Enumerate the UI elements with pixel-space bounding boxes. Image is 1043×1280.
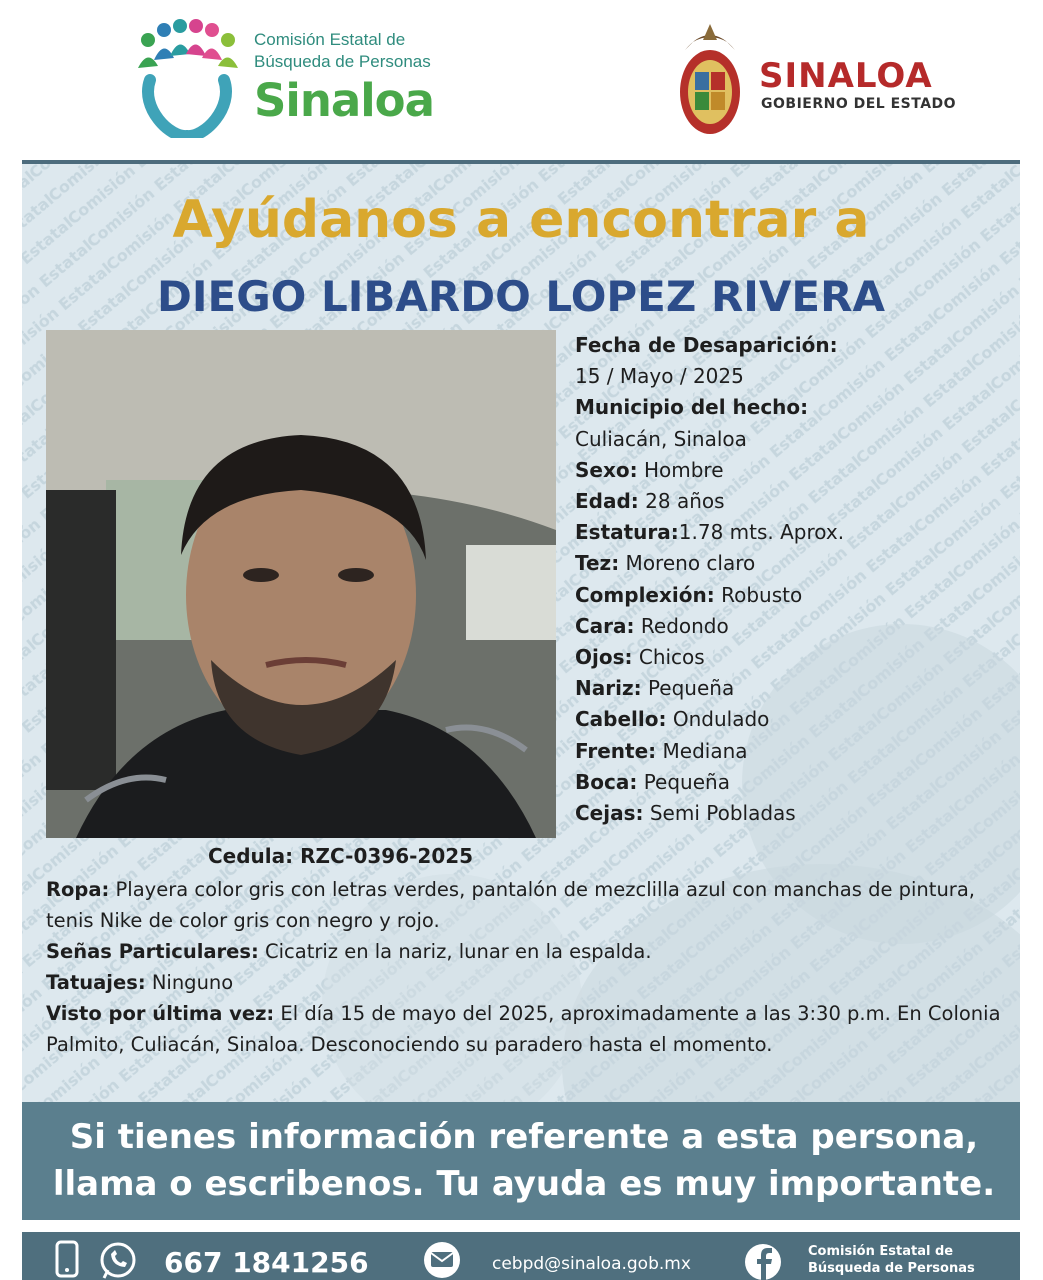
email-address[interactable]: cebpd@sinaloa.gob.mx <box>492 1254 691 1274</box>
description-value: El día 15 de mayo del 2025, aproximadamente a las 3:30 p.m. En Colonia Palmito, Culiacán, Sinaloa. Desconociendo su paradero hasta el momento. <box>46 1002 1001 1056</box>
detail-row <box>575 548 1015 579</box>
cedula-id: Cedula: RZC-0396-2025 <box>208 844 474 868</box>
banner-text <box>44 1114 1004 1208</box>
description-item <box>46 936 1016 967</box>
cbp-logo <box>130 18 450 143</box>
detail-label: Boca: <box>575 769 638 794</box>
detail-label: Edad: <box>575 489 639 514</box>
detail-value: Culiacán, Sinaloa <box>575 426 747 451</box>
banner-line1: Si tienes información referente a esta persona, <box>69 1117 979 1157</box>
detail-value: 1.78 mts. Aprox. <box>678 520 845 545</box>
detail-row <box>575 361 1015 392</box>
detail-value: Pequeña <box>641 676 735 701</box>
detail-label: Municipio del hecho: <box>575 395 809 420</box>
description-value: Ninguno <box>145 971 234 994</box>
facebook-icon[interactable] <box>740 1232 786 1280</box>
state-seal-icon <box>677 20 743 138</box>
detail-label: Frente: <box>575 738 657 763</box>
description-value: Playera color gris con letras verdes, pantalón de mezclilla azul con manchas de pintura, tenis Nike de color gris con negro y rojo. <box>46 878 975 932</box>
detail-value: Moreno claro <box>619 551 756 576</box>
detail-value: Chicos <box>632 645 705 670</box>
gov-subtitle: GOBIERNO DEL ESTADO <box>761 96 957 112</box>
description-block <box>46 874 1016 1060</box>
missing-person-name: DIEGO LIBARDO LOPEZ RIVERA <box>157 272 885 321</box>
detail-label: Nariz: <box>575 676 642 701</box>
banner-line2: llama o escribenos. Tu ayuda es muy importante. <box>52 1164 996 1204</box>
facebook-page-line1[interactable]: Comisión Estatal de <box>808 1244 954 1259</box>
contact-footer <box>22 1232 1020 1280</box>
gov-name: SINALOA <box>759 56 933 96</box>
detail-value: Pequeña <box>637 769 730 794</box>
person-photo-illustration <box>46 330 556 838</box>
detail-row <box>575 517 1015 548</box>
detail-label: Ojos: <box>575 645 633 670</box>
description-label: Tatuajes: <box>46 971 146 994</box>
cbp-name: Sinaloa <box>254 74 434 127</box>
detail-value: 15 / Mayo / 2025 <box>575 364 744 389</box>
detail-row <box>575 455 1015 486</box>
detail-label: Tez: <box>575 551 620 576</box>
detail-value: 28 años <box>638 489 725 514</box>
headline: Ayúdanos a encontrar a <box>172 190 870 250</box>
detail-row <box>575 736 1015 767</box>
detail-value: Semi Pobladas <box>643 801 796 826</box>
description-item <box>46 967 1016 998</box>
detail-row <box>575 392 1015 423</box>
detail-row <box>575 767 1015 798</box>
detail-row <box>575 486 1015 517</box>
physical-details <box>575 330 1015 829</box>
detail-row <box>575 704 1015 735</box>
email-icon[interactable] <box>420 1232 464 1280</box>
poster-body <box>22 164 1020 1102</box>
info-banner <box>22 1102 1020 1220</box>
detail-label: Estatura: <box>575 520 679 545</box>
detail-row <box>575 673 1015 704</box>
detail-value: Ondulado <box>666 707 770 732</box>
description-item <box>46 998 1016 1060</box>
detail-label: Complexión: <box>575 582 715 607</box>
facebook-page-line2[interactable]: Búsqueda de Personas <box>808 1261 975 1276</box>
cbp-emblem-icon <box>130 18 245 138</box>
cbp-line1: Comisión Estatal de <box>254 30 406 49</box>
description-label: Visto por última vez: <box>46 1002 275 1025</box>
detail-value: Redondo <box>634 613 729 638</box>
gov-logo <box>677 20 977 140</box>
detail-label: Fecha de Desaparición: <box>575 333 838 357</box>
poster-header <box>22 0 1020 160</box>
missing-person-photo <box>46 330 556 838</box>
detail-value: Robusto <box>714 582 803 607</box>
description-label: Señas Particulares: <box>46 940 259 963</box>
whatsapp-icon[interactable] <box>96 1232 140 1280</box>
detail-label: Sexo: <box>575 457 638 482</box>
phone-icon[interactable] <box>52 1232 82 1280</box>
detail-row <box>575 424 1015 455</box>
detail-row <box>575 580 1015 611</box>
detail-value: Mediana <box>656 738 748 763</box>
detail-label: Cara: <box>575 613 635 638</box>
detail-row <box>575 798 1015 829</box>
description-value: Cicatriz en la nariz, lunar en la espalda. <box>258 940 652 963</box>
detail-row <box>575 330 1015 361</box>
cbp-line2: Búsqueda de Personas <box>254 52 431 71</box>
detail-label: Cejas: <box>575 801 644 826</box>
description-label: Ropa: <box>46 878 110 901</box>
description-item <box>46 874 1016 936</box>
phone-number[interactable]: 667 1841256 <box>164 1246 369 1279</box>
detail-row <box>575 611 1015 642</box>
detail-value: Hombre <box>637 457 724 482</box>
detail-label: Cabello: <box>575 707 667 732</box>
detail-row <box>575 642 1015 673</box>
